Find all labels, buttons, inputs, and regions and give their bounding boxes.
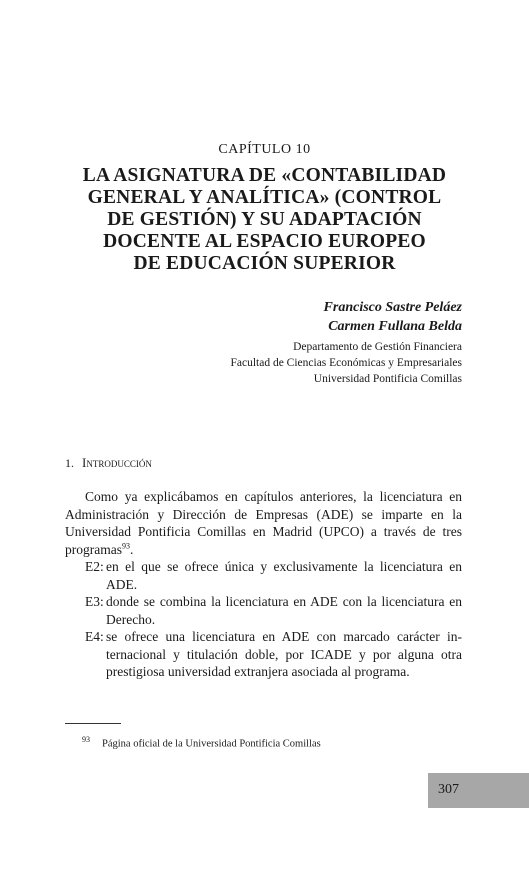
- list-item: [65, 558, 462, 593]
- chapter-title: [40, 165, 489, 275]
- affiliation: [230, 339, 462, 387]
- paragraph-line: Administración y Dirección de Empresas (ADE) se imparte en la: [65, 506, 462, 522]
- paragraph-line: Universidad Pontificia Comillas en Madrid (UPCO) a través de tres: [65, 524, 462, 539]
- paragraph-line: [65, 541, 462, 559]
- title-line: GENERAL Y ANALÍTICA» (CONTROL: [87, 187, 442, 208]
- list-item-line: prestigiosa universidad extranjera asociada al programa.: [106, 664, 410, 679]
- footnote: [82, 735, 321, 750]
- list-item-line: donde se combina la licenciatura en ADE con la licenciatura en: [106, 594, 462, 609]
- author-name: Francisco Sastre Peláez: [323, 300, 462, 315]
- list-item-line: en el que se ofrece única y exclusivamente la licenciatura en: [106, 559, 462, 574]
- footnote-reference[interactable]: 93: [121, 541, 130, 550]
- paragraph-text: .: [129, 541, 134, 557]
- section-heading: [65, 455, 152, 471]
- university: Universidad Pontificia Comillas: [313, 373, 462, 385]
- list-item: [65, 593, 462, 628]
- footnote-number: 93: [82, 735, 90, 744]
- footnote-text: Página oficial de la Universidad Pontificia Comillas: [102, 738, 321, 750]
- list-item-label: E3:: [85, 594, 104, 609]
- section-title: Introducción: [82, 455, 152, 470]
- page-number: 307: [438, 782, 459, 797]
- title-line: DE GESTIÓN) Y SU ADAPTACIÓN: [107, 209, 422, 230]
- author-name: Carmen Fullana Belda: [328, 319, 462, 334]
- body-text: [65, 488, 462, 681]
- section-number: 1.: [65, 456, 74, 470]
- authors: [324, 298, 462, 336]
- chapter-label: CAPÍTULO 10: [218, 142, 311, 157]
- list-item-label: E4:: [85, 629, 104, 644]
- faculty: Facultad de Ciencias Económicas y Empresariales: [230, 357, 462, 369]
- title-line: LA ASIGNATURA DE «CONTABILIDAD: [82, 165, 447, 186]
- title-line: DE EDUCACIÓN SUPERIOR: [133, 253, 396, 274]
- footnote-separator: [65, 723, 121, 724]
- paragraph-text: programas: [65, 541, 122, 557]
- list-item-line: se ofrece una licenciatura en ADE con marcado carácter in-: [106, 629, 462, 644]
- list-item-line: Derecho.: [106, 611, 156, 627]
- paragraph-line: Como ya explicábamos en capítulos anteriores, la licenciatura en: [85, 489, 462, 504]
- list-item: [65, 628, 462, 681]
- list-item-line: ADE.: [106, 576, 138, 592]
- list-item-line: ternacional y titulación doble, por ICADE y por alguna otra: [106, 646, 462, 662]
- title-line: DOCENTE AL ESPACIO EUROPEO: [103, 231, 426, 252]
- list-item-label: E2:: [85, 559, 104, 574]
- department: Departamento de Gestión Financiera: [293, 341, 462, 353]
- page-number-box: [428, 773, 529, 808]
